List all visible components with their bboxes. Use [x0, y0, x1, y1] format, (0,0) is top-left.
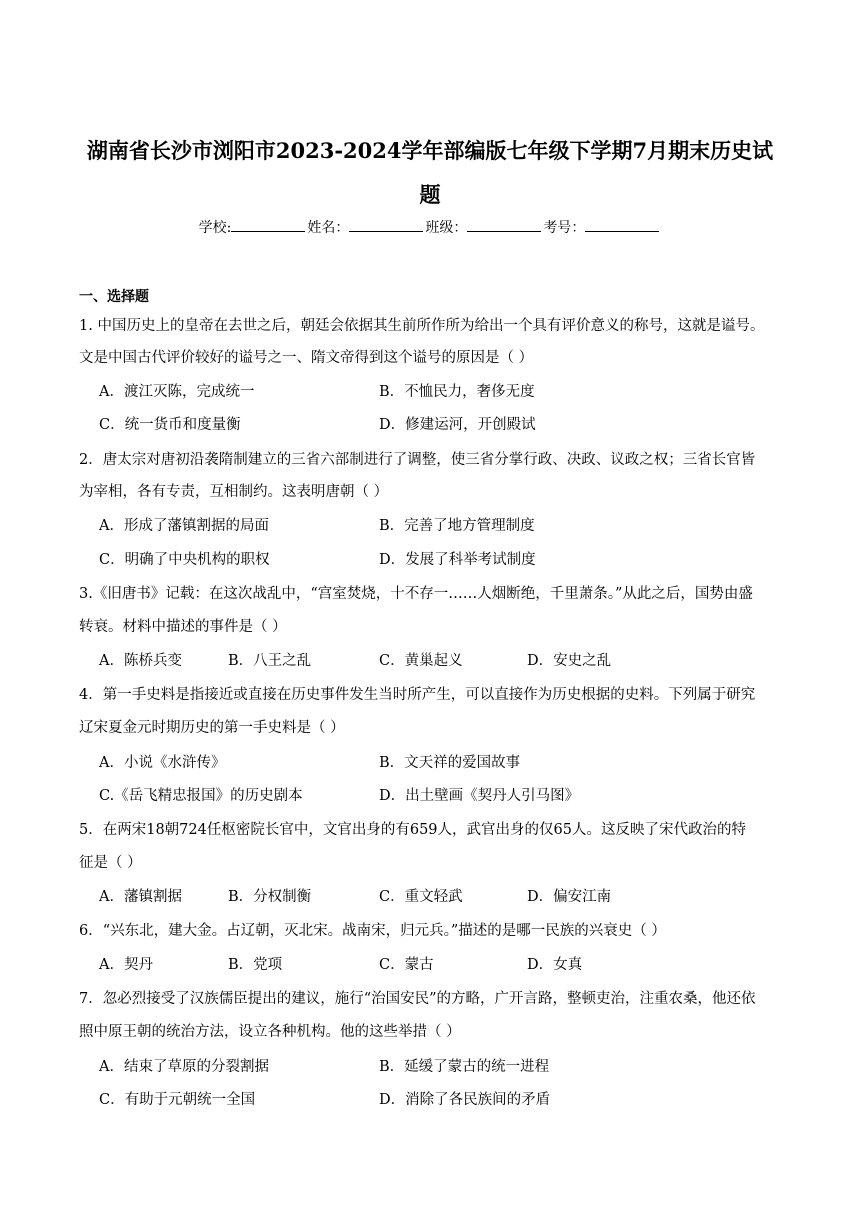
question-3-option-b[interactable]: B．八王之乱 — [228, 653, 312, 669]
class-blank[interactable] — [467, 218, 541, 232]
question-3-stem-line-1: 3.《旧唐书》记载：在这次战乱中，“宫室焚烧，十不存一……人烟断绝，千里萧条。”从此之后，国势由盛 — [79, 586, 753, 602]
question-7-stem-line-1: 7．忽必烈接受了汉族儒臣提出的建议，施行“治国安民”的方略，广开言路，整顿吏治，注重农桑，他还依 — [79, 991, 756, 1007]
question-4-option-b[interactable]: B．文天祥的爱国故事 — [379, 755, 521, 771]
question-5-option-c[interactable]: C．重文轻武 — [379, 889, 463, 905]
question-3-option-d[interactable]: D．安史之乱 — [527, 653, 612, 669]
question-4-option-c[interactable]: C.《岳飞精忠报国》的历史剧本 — [99, 788, 303, 804]
question-6-stem-line-1: 6．“兴东北，建大金。占辽朝，灭北宋。战南宋，归元兵。”描述的是哪一民族的兴衰史（ ） — [79, 923, 666, 939]
question-6-option-c[interactable]: C．蒙古 — [379, 957, 434, 973]
section-heading: 一、选择题 — [79, 289, 149, 305]
question-3-option-c[interactable]: C．黄巢起义 — [379, 653, 463, 669]
question-4-option-a[interactable]: A．小说《水浒传》 — [99, 755, 226, 771]
question-6-option-b[interactable]: B．党项 — [228, 957, 283, 973]
question-1-stem-line-2: 文是中国古代评价较好的谥号之一、隋文帝得到这个谥号的原因是（ ） — [79, 350, 534, 366]
question-1-option-b[interactable]: B．不恤民力，奢侈无度 — [379, 384, 535, 400]
question-2-stem-line-1: 2．唐太宗对唐初沿袭隋制建立的三省六部制进行了调整，使三省分掌行政、决政、议政之权；三省长官皆 — [79, 452, 756, 468]
exam-title-line-1: 湖南省长沙市浏阳市2023-2024学年部编版七年级下学期7月期末历史试 — [86, 138, 774, 163]
school-label: 学校: — [198, 220, 232, 236]
name-blank[interactable] — [349, 218, 423, 232]
question-5-option-d[interactable]: D．偏安江南 — [527, 889, 612, 905]
exam-no-label: 考号： — [543, 220, 586, 236]
exam-no-blank[interactable] — [585, 218, 659, 232]
question-1-stem-line-1: 1. 中国历史上的皇帝在去世之后，朝廷会依据其生前所作所为给出一个具有评价意义的称号，这就是谥号。 — [79, 318, 765, 334]
question-3-option-a[interactable]: A．陈桥兵变 — [99, 653, 182, 669]
question-1-option-a[interactable]: A．渡江灭陈，完成统一 — [99, 384, 255, 400]
question-4-stem-line-1: 4．第一手史料是指接近或直接在历史事件发生当时所产生，可以直接作为历史根据的史料。下列属于研究 — [79, 687, 756, 703]
question-2-option-b[interactable]: B．完善了地方管理制度 — [379, 518, 535, 534]
student-info-row — [0, 218, 860, 238]
question-3-stem-line-2: 转衰。材料中描述的事件是（ ） — [79, 619, 287, 635]
question-7-stem-line-2: 照中原王朝的统治方法，设立各种机构。他的这些举措（ ） — [79, 1024, 461, 1040]
question-6-option-a[interactable]: A．契丹 — [99, 957, 153, 973]
question-2-option-d[interactable]: D．发展了科举考试制度 — [379, 552, 536, 568]
question-4-option-d[interactable]: D．出土壁画《契丹人引马图》 — [379, 788, 580, 804]
question-1-option-c[interactable]: C．统一货币和度量衡 — [99, 417, 241, 433]
question-7-option-b[interactable]: B．延缓了蒙古的统一进程 — [379, 1059, 550, 1075]
class-label: 班级： — [425, 220, 468, 236]
school-blank[interactable] — [231, 218, 305, 232]
question-7-option-a[interactable]: A．结束了草原的分裂割据 — [99, 1059, 269, 1075]
question-6-option-d[interactable]: D．女真 — [527, 957, 583, 973]
question-5-option-b[interactable]: B．分权制衡 — [228, 889, 312, 905]
question-5-stem-line-2: 征是（ ） — [79, 855, 142, 871]
question-2-option-a[interactable]: A．形成了藩镇割据的局面 — [99, 518, 269, 534]
name-label: 姓名： — [307, 220, 350, 236]
question-5-stem-line-1: 5．在两宋18朝724任枢密院长官中，文官出身的有659人，武官出身的仅65人。这反映了宋代政治的特 — [79, 822, 746, 838]
question-1-option-d[interactable]: D．修建运河，开创殿试 — [379, 417, 536, 433]
question-7-option-c[interactable]: C．有助于元朝统一全国 — [99, 1092, 256, 1108]
question-7-option-d[interactable]: D．消除了各民族间的矛盾 — [379, 1092, 551, 1108]
exam-title-line-2: 题 — [419, 182, 441, 207]
question-5-option-a[interactable]: A．藩镇割据 — [99, 889, 182, 905]
question-4-stem-line-2: 辽宋夏金元时期历史的第一手史料是（ ） — [79, 720, 345, 736]
question-2-stem-line-2: 为宰相，各有专责，互相制约。这表明唐朝（ ） — [79, 484, 389, 500]
question-2-option-c[interactable]: C．明确了中央机构的职权 — [99, 552, 270, 568]
